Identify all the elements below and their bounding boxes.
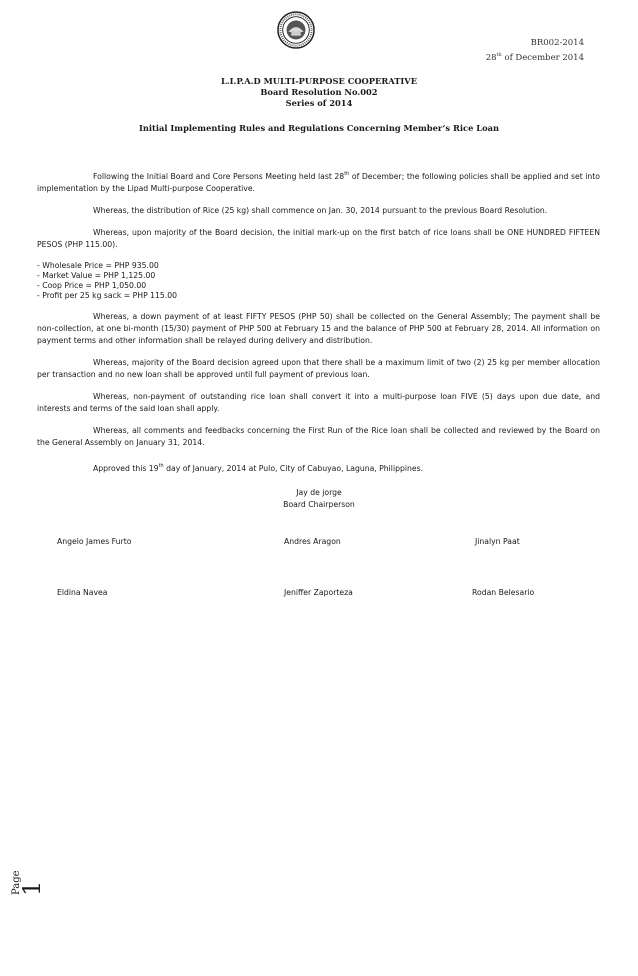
page-label: Page <box>11 870 22 895</box>
price-item: - Wholesale Price = PHP 935.00 <box>37 261 159 270</box>
signatory-name: Rodan Belesario <box>472 588 535 597</box>
chairperson-name: Jay de jorge <box>296 488 342 497</box>
reference-date: 28th of December 2014 <box>485 52 584 63</box>
price-item: - Market Value = PHP 1,125.00 <box>37 271 156 280</box>
signatory-name: Eldina Navea <box>57 588 108 597</box>
paragraph-markup: Whereas, upon majority of the Board decision, the initial mark-up on the first batch of rice loans shall be ONE HUNDRED FIFTEEN PESOS (PHP 115.00). <box>37 228 600 249</box>
document-subject: Initial Implementing Rules and Regulations Concerning Member’s Rice Loan <box>138 123 500 133</box>
chairperson-signature <box>0 487 638 510</box>
price-item: - Profit per 25 kg sack = PHP 115.00 <box>37 291 178 300</box>
reference-number: BR002-2014 <box>530 38 584 48</box>
signatory-name: Andres Aragon <box>284 537 341 546</box>
paragraph-limit: Whereas, majority of the Board decision agreed upon that there shall be a maximum limit of two (2) 25 kg per member allocation per transaction and no new loan shall be approved until full payment of previous loan. <box>37 358 600 379</box>
price-item: - Coop Price = PHP 1,050.00 <box>37 281 147 290</box>
signatory-name: Angelo James Furto <box>57 537 132 546</box>
series: Series of 2014 <box>285 98 353 108</box>
chairperson-title: Board Chairperson <box>283 499 355 509</box>
resolution-number: Board Resolution No.002 <box>260 87 378 97</box>
document-reference <box>486 37 584 64</box>
signatory-name: Jinalyn Paat <box>475 537 520 546</box>
page-number: 1 <box>18 880 46 896</box>
cooperative-seal-logo <box>277 11 315 49</box>
paragraph-intro: Following the Initial Board and Core Persons Meeting held last 28th of December; the following policies shall be applied and set into implementation by the Lipad Multi-purpose Cooperative. <box>37 171 600 193</box>
paragraph-feedback: Whereas, all comments and feedbacks concerning the First Run of the Rice loan shall be collected and reviewed by the Board on the General Assembly on January 31, 2014. <box>37 426 600 447</box>
signatory-name: Jeniffer Zaporteza <box>284 588 353 597</box>
paragraph-distribution: Whereas, the distribution of Rice (25 kg) shall commence on Jan. 30, 2014 pursuant to the previous Board Resolution. <box>93 206 548 215</box>
organization-name: L.I.P.A.D MULTI-PURPOSE COOPERATIVE <box>220 76 418 86</box>
paragraph-payment: Whereas, a down payment of at least FIFTY PESOS (PHP 50) shall be collected on the General Assembly; The payment shall be non-collection, at one bi-month (15/30) payment of PHP 500 at February 15 and the balance of PHP 500 at February 28, 2014. All information on payment terms and other information shall be relayed during delivery and distribution. <box>37 312 600 345</box>
price-list <box>37 261 600 301</box>
title-block <box>0 76 638 109</box>
paragraph-approval: Approved this 19th day of January, 2014 at Pulo, City of Cabuyao, Laguna, Philippines. <box>93 463 424 473</box>
resolution-body <box>37 171 600 485</box>
paragraph-nonpayment: Whereas, non-payment of outstanding rice loan shall convert it into a multi-purpose loan FIVE (5) days upon due date, and interests and terms of the said loan shall apply. <box>37 392 600 413</box>
